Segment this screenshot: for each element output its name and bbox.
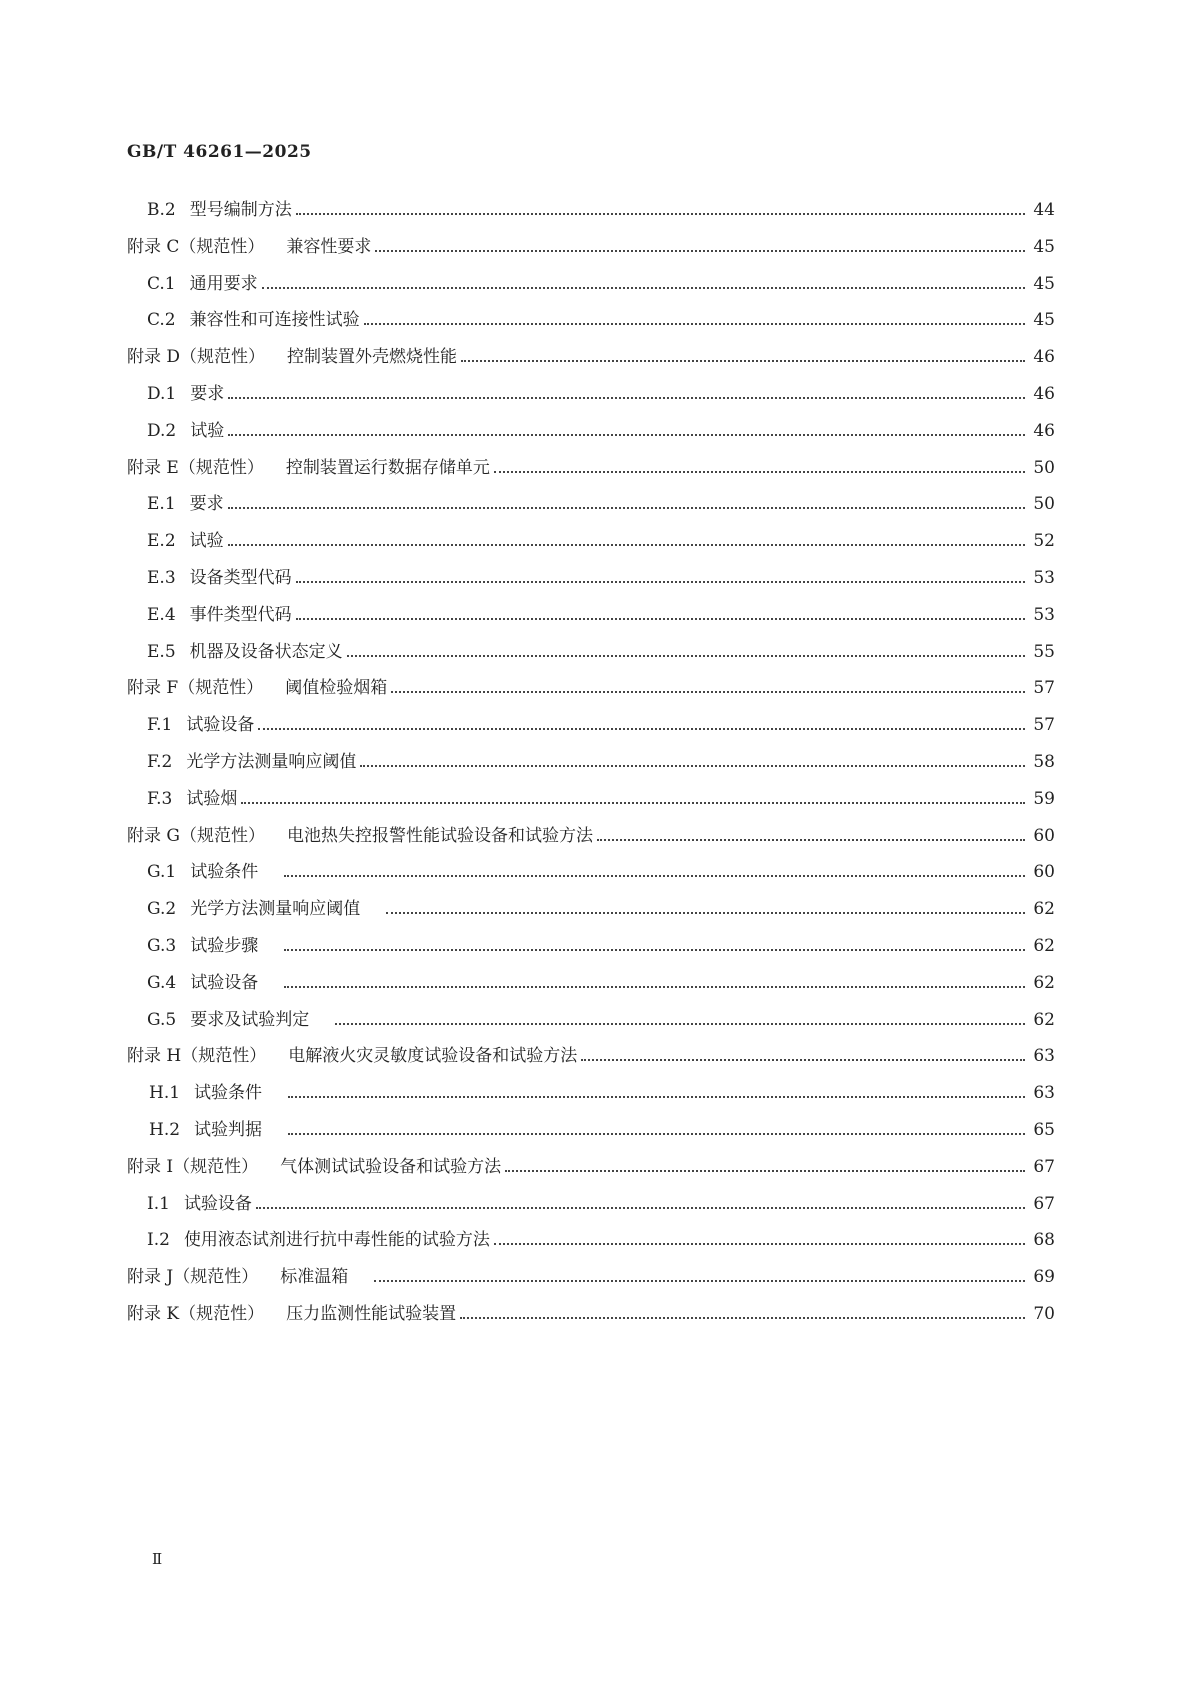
toc-entry-title: 控制装置外壳燃烧性能 [287, 347, 458, 368]
toc-entry-title: 试验烟 [186, 788, 238, 809]
toc-dot-leader [241, 802, 1025, 804]
toc-entry-page: 44 [1033, 200, 1055, 220]
toc-entry-title: 机器及设备状态定义 [189, 641, 343, 662]
toc-section-entry[interactable] [127, 1115, 1055, 1152]
toc-entry-page: 57 [1033, 678, 1055, 699]
toc-entry-number: H.1 [149, 1083, 181, 1104]
toc-entry-number: G.2 [147, 899, 177, 920]
toc-entry-number: E.5 [147, 641, 176, 662]
toc-section-entry[interactable] [127, 526, 1055, 563]
toc-entry-title: 电解液火灾灵敏度试验设备和试验方法 [288, 1046, 578, 1067]
toc-entry-page: 62 [1033, 899, 1055, 920]
toc-entry-number: B.2 [147, 200, 176, 220]
toc-section-entry[interactable] [127, 710, 1055, 747]
toc-appendix-entry[interactable] [127, 1262, 1055, 1299]
toc-entry-page: 67 [1033, 1193, 1055, 1214]
toc-entry-number: I.2 [147, 1230, 170, 1251]
toc-dot-leader [228, 434, 1025, 436]
toc-entry-number: D.1 [147, 383, 177, 404]
toc-entry-number: F.1 [147, 715, 173, 736]
toc-section-entry[interactable] [127, 747, 1055, 784]
toc-appendix-entry[interactable] [127, 342, 1055, 379]
toc-entry-title: 兼容性和可连接性试验 [189, 310, 360, 331]
toc-section-entry[interactable] [127, 416, 1055, 453]
toc-section-entry[interactable] [127, 1078, 1055, 1115]
toc-entry-page: 53 [1033, 567, 1055, 588]
toc-section-entry[interactable] [127, 269, 1055, 306]
toc-section-entry[interactable] [127, 784, 1055, 821]
toc-entry-number: D.2 [147, 420, 177, 441]
toc-dot-leader [375, 250, 1025, 252]
toc-section-entry[interactable] [127, 195, 1055, 232]
toc-entry-page: 53 [1033, 604, 1055, 625]
toc-entry-number: 附录 E（规范性） [127, 457, 264, 478]
toc-entry-title: 要求 [190, 383, 225, 404]
toc-entry-page: 65 [1033, 1119, 1055, 1140]
toc-entry-title: 试验设备 [186, 715, 255, 736]
toc-entry-number: 附录 H（规范性） [127, 1046, 267, 1067]
toc-entry-title: 标准温箱 [280, 1267, 349, 1288]
toc-entry-page: 58 [1033, 751, 1055, 772]
toc-dot-leader [288, 1133, 1025, 1135]
toc-entry-title: 型号编制方法 [189, 200, 292, 220]
toc-dot-leader [228, 544, 1025, 546]
toc-dot-leader [494, 471, 1025, 473]
toc-dot-leader [460, 1317, 1025, 1319]
toc-dot-leader [347, 655, 1025, 657]
toc-entry-number: 附录 D（规范性） [127, 347, 266, 368]
toc-appendix-entry[interactable] [127, 1041, 1055, 1078]
toc-entry-title: 要求 [189, 494, 224, 515]
toc-entry-title: 气体测试试验设备和试验方法 [280, 1156, 502, 1177]
toc-entry-title: 试验步骤 [190, 935, 259, 956]
toc-entry-title: 光学方法测量响应阈值 [186, 751, 357, 772]
toc-entry-page: 62 [1033, 972, 1055, 993]
toc-entry-page: 55 [1033, 641, 1055, 662]
toc-entry-number: 附录 J（规范性） [127, 1267, 259, 1288]
toc-dot-leader [288, 1096, 1025, 1098]
toc-entry-page: 59 [1033, 788, 1055, 809]
page-number: Ⅱ [152, 1550, 163, 1568]
toc-entry-page: 52 [1033, 531, 1055, 552]
toc-entry-title: 设备类型代码 [189, 567, 292, 588]
toc-entry-title: 压力监测性能试验装置 [286, 1303, 457, 1324]
toc-entry-number: E.4 [147, 604, 176, 625]
toc-entry-page: 63 [1033, 1046, 1055, 1067]
toc-entry-title: 试验 [190, 420, 225, 441]
toc-entry-number: E.3 [147, 567, 176, 588]
toc-appendix-entry[interactable] [127, 1152, 1055, 1189]
toc-dot-leader [360, 765, 1025, 767]
toc-appendix-entry[interactable] [127, 232, 1055, 269]
toc-entry-page: 45 [1033, 236, 1055, 257]
toc-section-entry[interactable] [127, 1225, 1055, 1262]
toc-entry-page: 46 [1033, 383, 1055, 404]
toc-entry-number: 附录 C（规范性） [127, 236, 265, 257]
toc-entry-title: 使用液态试剂进行抗中毒性能的试验方法 [183, 1230, 490, 1251]
toc-dot-leader [228, 397, 1025, 399]
toc-dot-leader [461, 360, 1025, 362]
toc-entry-number: E.2 [147, 531, 176, 552]
toc-appendix-entry[interactable] [127, 673, 1055, 710]
toc-entry-title: 兼容性要求 [286, 236, 372, 257]
toc-entry-page: 50 [1033, 494, 1055, 515]
toc-entry-title: 试验条件 [190, 862, 259, 883]
toc-entry-page: 69 [1033, 1267, 1055, 1288]
toc-dot-leader [228, 507, 1025, 509]
toc-entry-title: 要求及试验判定 [190, 1009, 310, 1030]
toc-entry-page: 70 [1033, 1303, 1055, 1324]
toc-section-entry[interactable] [127, 857, 1055, 894]
toc-entry-title: 通用要求 [189, 273, 258, 294]
toc-dot-leader [256, 1207, 1025, 1209]
toc-entry-page: 45 [1033, 273, 1055, 294]
toc-section-entry[interactable] [127, 600, 1055, 637]
toc-entry-number: H.2 [149, 1119, 181, 1140]
toc-section-entry[interactable] [127, 563, 1055, 600]
toc-section-entry[interactable] [127, 1189, 1055, 1226]
toc-dot-leader [581, 1059, 1025, 1061]
toc-entry-title: 光学方法测量响应阈值 [190, 899, 361, 920]
toc-entry-page: 46 [1033, 347, 1055, 368]
toc-entry-title: 电池热失控报警性能试验设备和试验方法 [286, 825, 593, 846]
toc-dot-leader [284, 949, 1025, 951]
toc-entry-page: 57 [1033, 715, 1055, 736]
toc-entry-number: C.2 [147, 310, 176, 331]
toc-dot-leader [296, 213, 1025, 215]
toc-entry-number: G.3 [147, 935, 177, 956]
toc-appendix-entry[interactable] [127, 1299, 1055, 1336]
toc-dot-leader [494, 1243, 1025, 1245]
toc-entry-number: F.3 [147, 788, 173, 809]
toc-entry-title: 试验设备 [183, 1193, 252, 1214]
toc-dot-leader [296, 581, 1025, 583]
toc-section-entry[interactable] [127, 894, 1055, 931]
toc-entry-number: 附录 I（规范性） [127, 1156, 259, 1177]
toc-entry-page: 62 [1033, 1009, 1055, 1030]
toc-entry-title: 试验判据 [194, 1119, 263, 1140]
toc-entry-title: 事件类型代码 [189, 604, 292, 625]
toc-entry-page: 50 [1033, 457, 1055, 478]
toc-section-entry[interactable] [127, 637, 1055, 674]
toc-dot-leader [364, 323, 1025, 325]
toc-entry-page: 60 [1033, 862, 1055, 883]
toc-entry-page: 46 [1033, 420, 1055, 441]
toc-dot-leader [262, 287, 1025, 289]
toc-entry-page: 45 [1033, 310, 1055, 331]
toc-entry-page: 62 [1033, 935, 1055, 956]
toc-dot-leader [335, 1023, 1025, 1025]
toc-entry-title: 试验条件 [194, 1083, 263, 1104]
table-of-contents [127, 195, 1055, 1336]
toc-dot-leader [386, 912, 1025, 914]
toc-entry-title: 阈值检验烟箱 [285, 678, 388, 699]
standard-code: GB/T 46261—2025 [127, 142, 312, 162]
toc-entry-number: G.4 [147, 972, 177, 993]
toc-entry-number: 附录 G（规范性） [127, 825, 265, 846]
toc-entry-page: 63 [1033, 1083, 1055, 1104]
toc-dot-leader [284, 986, 1025, 988]
toc-section-entry[interactable] [127, 305, 1055, 342]
toc-dot-leader [505, 1170, 1025, 1172]
toc-entry-number: 附录 K（规范性） [127, 1303, 265, 1324]
toc-section-entry[interactable] [127, 968, 1055, 1005]
toc-dot-leader [258, 728, 1025, 730]
toc-entry-page: 60 [1033, 825, 1055, 846]
toc-entry-title: 控制装置运行数据存储单元 [285, 457, 490, 478]
toc-entry-title: 试验 [189, 531, 224, 552]
toc-entry-number: C.1 [147, 273, 176, 294]
toc-appendix-entry[interactable] [127, 821, 1055, 858]
toc-entry-page: 67 [1033, 1156, 1055, 1177]
toc-section-entry[interactable] [127, 1005, 1055, 1042]
toc-entry-number: 附录 F（规范性） [127, 678, 264, 699]
toc-section-entry[interactable] [127, 379, 1055, 416]
toc-dot-leader [374, 1280, 1025, 1282]
toc-entry-number: E.1 [147, 494, 176, 515]
toc-section-entry[interactable] [127, 489, 1055, 526]
toc-appendix-entry[interactable] [127, 453, 1055, 490]
toc-section-entry[interactable] [127, 931, 1055, 968]
toc-entry-number: F.2 [147, 751, 173, 772]
toc-entry-page: 68 [1033, 1230, 1055, 1251]
toc-dot-leader [296, 618, 1025, 620]
toc-dot-leader [597, 839, 1025, 841]
toc-dot-leader [284, 875, 1025, 877]
toc-dot-leader [391, 691, 1025, 693]
toc-entry-number: G.1 [147, 862, 177, 883]
toc-entry-title: 试验设备 [190, 972, 259, 993]
toc-entry-number: G.5 [147, 1009, 177, 1030]
toc-entry-number: I.1 [147, 1193, 170, 1214]
